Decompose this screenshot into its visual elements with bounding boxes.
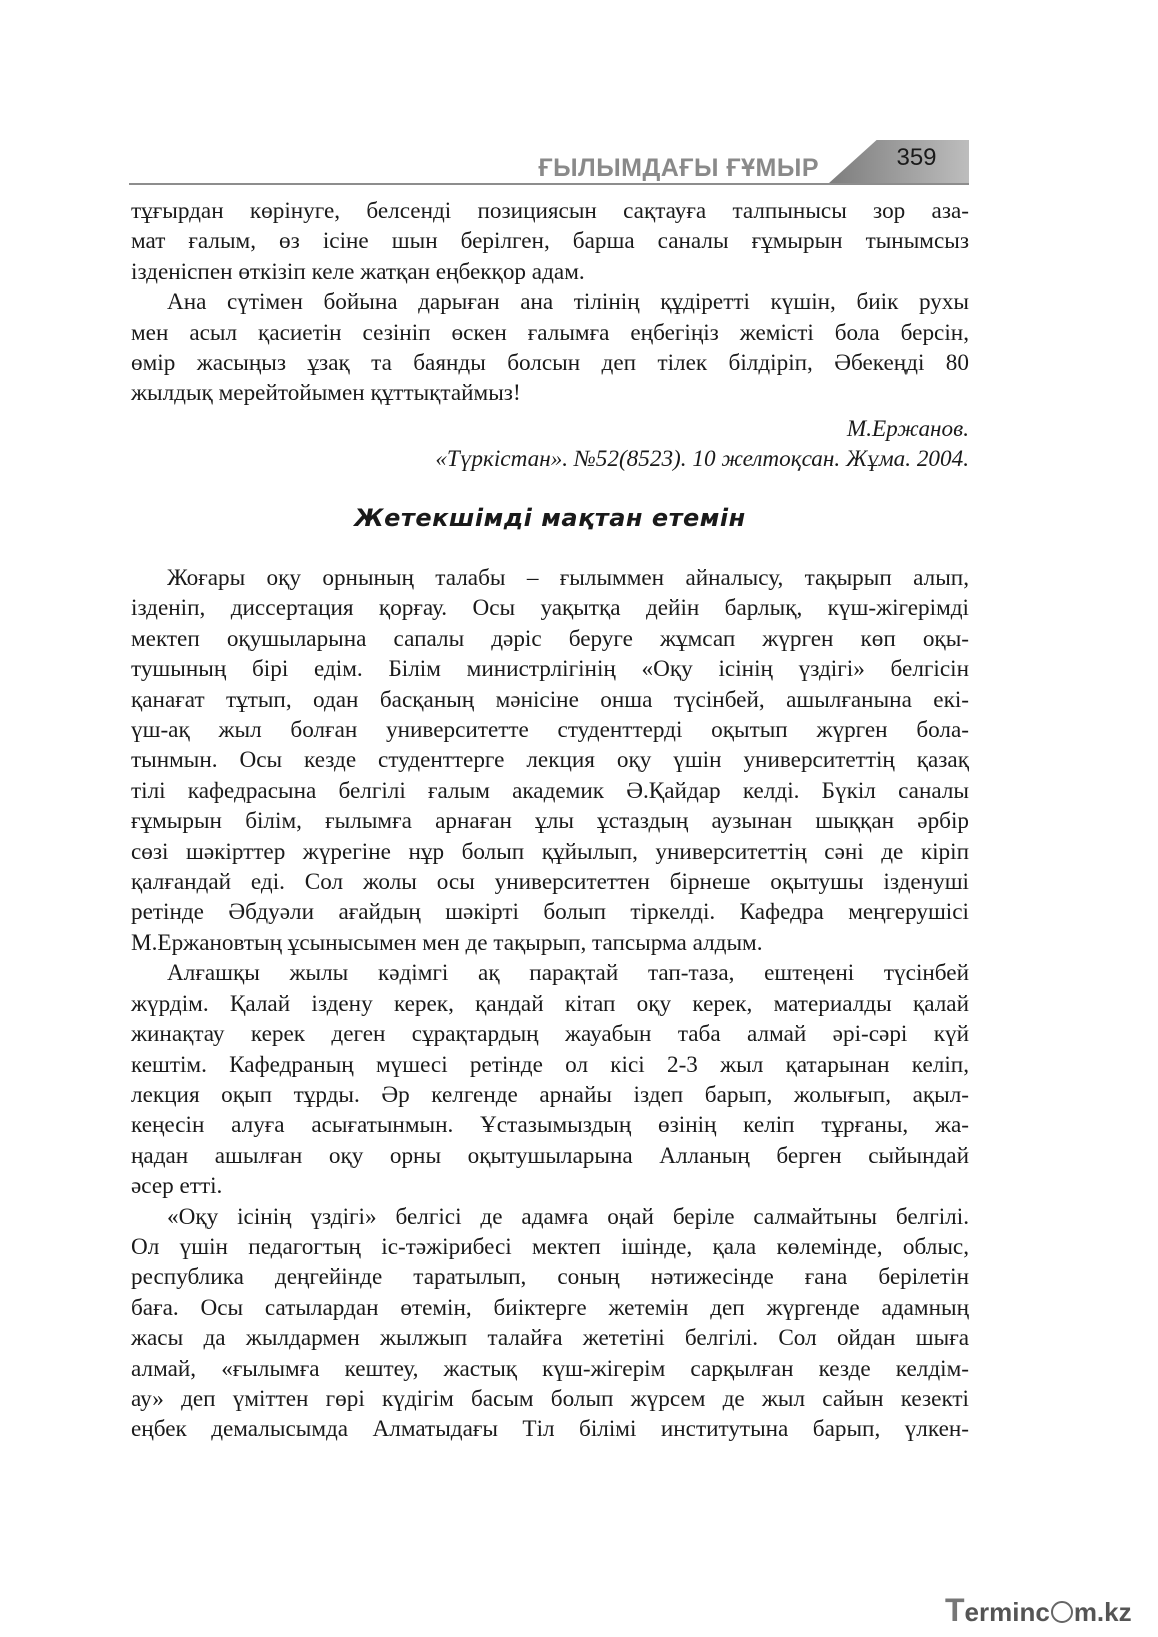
watermark-initial: T	[945, 1592, 965, 1628]
text-line: ау» деп үміттен гөрі күдігім басым болып жүрсем де жыл сайын кезекті	[131, 1385, 969, 1412]
text-line: алмай, «ғылымға кештеу, жастық күш-жігерім сарқылған кезде келдім-	[131, 1355, 969, 1382]
text-line: Жоғары оқу орнының талабы – ғылыммен айналысу, тақырып алып,	[167, 565, 969, 591]
text-line: ғұмырын білім, ғылымға арнаған ұлы ұстаздың аузынан шыққан әрбір	[131, 808, 969, 835]
text-line: ізденіспен өткізіп келе жатқан еңбекқор адам.	[131, 258, 585, 285]
text-line: кештім. Кафедраның мүшесі ретінде ол кісі 2-3 жыл қатарынан келіп,	[131, 1051, 969, 1078]
text-line: сөзі шәкірттер жүрегіне нұр болып құйылып, университеттің сәні де кіріп	[131, 838, 969, 865]
watermark-text-part1: erminc	[964, 1597, 1050, 1627]
text-line: ретінде Әбдуәли ағайдың шәкірті болып тіркелді. Кафедра меңгерушісі	[131, 899, 969, 926]
text-line: мектеп оқушыларына сапалы дәріс беруге жұмсап жүрген көп оқы-	[131, 625, 969, 652]
text-line: қанағат тұтып, одан басқаның мәнісіне онша түсінбей, ашылғанына екі-	[131, 686, 969, 713]
text-line: еңбек демалысымда Алматыдағы Тіл білімі институтына барып, үлкен-	[131, 1416, 969, 1443]
text-line: республика деңгейінде таратылып, соның нәтижесінде ғана берілетін	[131, 1264, 969, 1291]
running-header-title: ҒЫЛЫМДАҒЫ ҒҰМЫР	[538, 154, 819, 182]
text-line: «Оқу ісінің үздігі» белгісі де адамға оңай беріле салмайтыны белгілі.	[167, 1203, 969, 1230]
text-line: жүрдім. Қалай іздену керек, қандай кітап оқу керек, материалды қалай	[131, 990, 969, 1017]
text-line: тынмын. Осы кезде студенттерге лекция оқу үшін университеттің қазақ	[131, 747, 969, 774]
magnifier-icon	[1051, 1601, 1073, 1623]
intro-text	[131, 196, 969, 409]
text-line: Ол үшін педагогтың іс-тәжірибесі мектеп ішінде, қала көлемінде, облыс,	[131, 1233, 969, 1260]
text-line: өмір жасыңыз ұзақ та баянды болсын деп тілек білдіріп, Әбекеңді 80	[131, 350, 969, 377]
watermark-text-part2: m.kz	[1073, 1597, 1132, 1627]
text-line: жасы да жылдармен жылжып талайға жететіні белгілі. Сол ойдан шыға	[131, 1325, 969, 1352]
text-line: ізденіп, диссертация қорғау. Осы уақытқа дейін барлық, күш-жігерімді	[131, 595, 969, 622]
text-line: мен асыл қасиетін сезініп өскен ғалымға еңбегіңіз жемісті бола берсін,	[131, 319, 969, 346]
text-line: Алғашқы жылы кәдімгі ақ парақтай тап-таза, ештеңені түсінбей	[167, 960, 969, 987]
text-line: ңадан ашылған оқу орны оқытушыларына Алланың берген сыйындай	[131, 1142, 969, 1169]
page-number: 359	[896, 144, 937, 171]
text-line: әсер етті.	[131, 1173, 223, 1200]
text-line: мат ғалым, өз ісіне шын берілген, барша саналы ғұмырын тынымсыз	[131, 228, 969, 255]
text-line: қалғандай еді. Сол жолы осы университеттен бірнеше оқытушы ізденуші	[131, 869, 969, 896]
text-line: тілі кафедрасына белгілі ғалым академик Ә.Қайдар келді. Бүкіл саналы	[131, 777, 969, 804]
signature-source: «Түркістан». №52(8523). 10 желтоқсан. Жұма. 2004.	[435, 446, 969, 472]
text-line: тушының бірі едім. Білім министрлігінің «Оқу ісінің үздігі» белгісін	[131, 656, 969, 683]
signature-author: М.Ержанов.	[846, 416, 969, 442]
article-title: Жетекшімді мақтан етемін	[354, 504, 746, 532]
text-line: Ана сүтімен бойына дарыған ана тілінің құдіретті күшін, биік рухы	[167, 289, 969, 316]
terminkom-watermark	[945, 1592, 1145, 1628]
article-body	[131, 563, 969, 1445]
text-line: М.Ержановтың ұсынысымен мен де тақырып, тапсырма алдым.	[131, 929, 763, 956]
text-line: баға. Осы сатылардан өтемін, биіктерге жетемін деп жүргенде адамның	[131, 1294, 969, 1321]
text-line: жинақтау керек деген сұрақтардың жауабын таба алмай әрі-сәрі күй	[131, 1021, 969, 1048]
text-line: лекция оқып тұрды. Әр келгенде арнайы іздеп барып, жолығып, ақыл-	[131, 1081, 969, 1108]
text-line: жылдық мерейтойымен құттықтаймыз!	[131, 380, 521, 407]
text-line: тұғырдан көрінуге, белсенді позициясын сақтауға талпынысы зор аза-	[131, 198, 969, 224]
running-header	[129, 140, 969, 186]
text-line: кеңесін алуға асығатынмын. Ұстазымыздың өзінің келіп тұрғаны, жа-	[131, 1112, 969, 1139]
header-rule	[129, 183, 969, 185]
text-line: үш-ақ жыл болған университетте студенттерді оқытып жүрген бола-	[131, 717, 969, 744]
